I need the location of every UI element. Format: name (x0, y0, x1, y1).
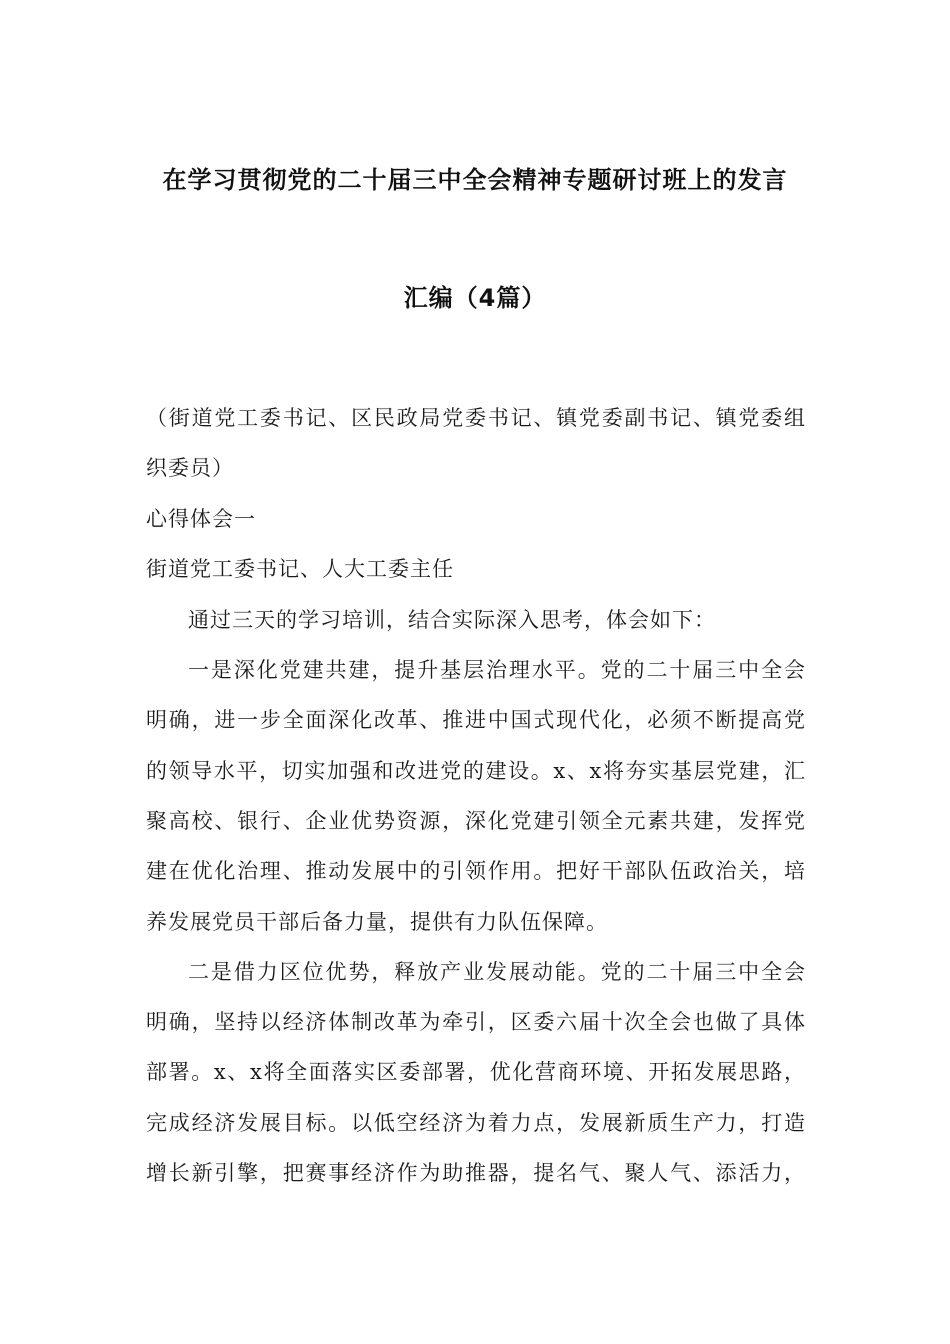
speaker-line: 街道党工委书记、人大工委主任 (146, 557, 454, 581)
paragraph2-line-4: 完成经济发展目标。以低空经济为着力点，发展新质生产力，打造 (146, 1111, 806, 1135)
authors-note-line-2: 织委员） (146, 456, 234, 480)
intro-line: 通过三天的学习培训，结合实际深入思考，体会如下： (188, 608, 716, 632)
document-title-line-2: 汇编（4篇） (403, 284, 547, 312)
paragraph2-line-5: 增长新引擎，把赛事经济作为助推器，提名气、聚人气、添活力， (146, 1161, 806, 1185)
paragraph2-line-2: 明确，坚持以经济体制改革为牵引，区委六届十次全会也做了具体 (146, 1010, 806, 1034)
paragraph1-line-1: 一是深化党建共建，提升基层治理水平。党的二十届三中全会 (188, 658, 806, 682)
paragraph1-line-2: 明确，进一步全面深化改革、推进中国式现代化，必须不断提高党 (146, 708, 806, 732)
paragraph2-line-3: 部署。x、x将全面落实区委部署，优化营商环境、开拓发展思路， (146, 1060, 806, 1084)
document-title-line-1: 在学习贯彻党的二十届三中全会精神专题研讨班上的发言 (162, 166, 788, 194)
section-heading: 心得体会一 (146, 507, 256, 531)
paragraph1-line-4: 聚高校、银行、企业优势资源，深化党建引领全元素共建，发挥党 (146, 809, 806, 833)
paragraph1-line-5: 建在优化治理、推动发展中的引领作用。把好干部队伍政治关，培 (146, 859, 806, 883)
paragraph2-line-1: 二是借力区位优势，释放产业发展动能。党的二十届三中全会 (188, 960, 806, 984)
paragraph1-line-3: 的领导水平，切实加强和改进党的建设。x、x将夯实基层党建，汇 (146, 759, 806, 783)
paragraph1-line-6: 养发展党员干部后备力量，提供有力队伍保障。 (146, 910, 608, 934)
authors-note-line-1: （街道党工委书记、区民政局党委书记、镇党委副书记、镇党委组 (146, 406, 806, 430)
